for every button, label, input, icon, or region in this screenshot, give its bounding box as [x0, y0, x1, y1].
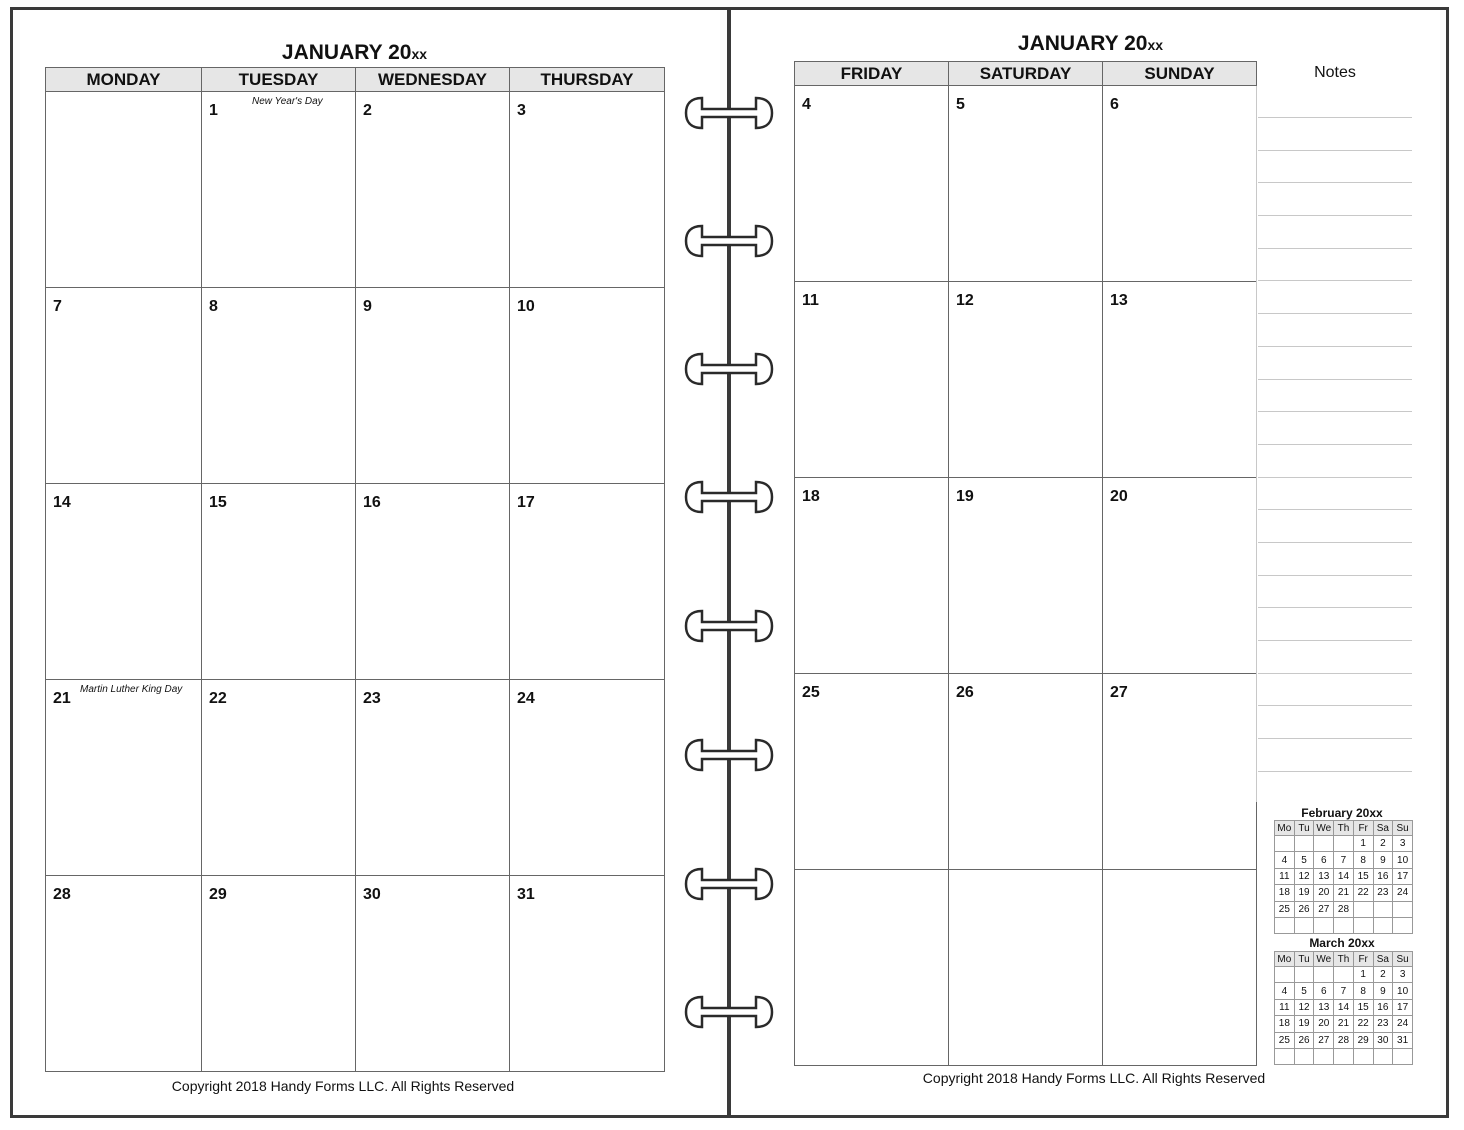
mini-day: 20 [1314, 1016, 1334, 1032]
day-number: 19 [956, 488, 974, 505]
mini-day: 19 [1294, 1016, 1314, 1032]
mini-day [1314, 917, 1334, 933]
day-number: 16 [363, 494, 381, 511]
right-copyright: Copyright 2018 Handy Forms LLC. All Rights Reserved [922, 1070, 1266, 1086]
mini-day: 18 [1275, 885, 1295, 901]
notes-line[interactable] [1258, 117, 1412, 150]
day-number: 1 [209, 102, 218, 119]
mini-day: 26 [1294, 901, 1314, 917]
notes-line[interactable] [1258, 607, 1412, 640]
notes-line[interactable] [1258, 705, 1412, 738]
mini-day: 1 [1353, 967, 1373, 983]
mini-weekday: Sa [1373, 952, 1393, 967]
day-number: 14 [53, 494, 71, 511]
mini-day: 23 [1373, 1016, 1393, 1032]
left-copyright: Copyright 2018 Handy Forms LLC. All Rights Reserved [171, 1078, 515, 1094]
day-number: 2 [363, 102, 372, 119]
mini-day: 16 [1373, 999, 1393, 1015]
mini-day [1275, 967, 1295, 983]
day-number: 10 [517, 298, 535, 315]
mini-day: 9 [1373, 852, 1393, 868]
mini-day [1353, 901, 1373, 917]
mini-day: 2 [1373, 967, 1393, 983]
mini-weekday: Fr [1353, 821, 1373, 836]
day-cell[interactable] [795, 282, 949, 478]
mini-weekday: Tu [1294, 821, 1314, 836]
binder-ring-icon [684, 737, 774, 773]
day-number: 22 [209, 690, 227, 707]
day-cell[interactable] [1103, 86, 1257, 282]
mini-day [1393, 917, 1413, 933]
notes-line[interactable] [1258, 640, 1412, 673]
mini-day: 18 [1275, 1016, 1295, 1032]
day-cell[interactable] [202, 484, 356, 680]
week-row [795, 870, 1257, 1066]
mini-day: 11 [1275, 999, 1295, 1015]
mini-day [1294, 917, 1314, 933]
mini-day: 21 [1334, 885, 1354, 901]
day-cell[interactable] [949, 674, 1103, 870]
day-number: 8 [209, 298, 218, 315]
mini-day: 7 [1334, 983, 1354, 999]
mini-day [1373, 917, 1393, 933]
mini-day: 6 [1314, 852, 1334, 868]
notes-line[interactable] [1258, 771, 1412, 804]
mini-day: 12 [1294, 868, 1314, 884]
notes-line[interactable] [1258, 444, 1412, 477]
mini-weekday: Th [1334, 821, 1354, 836]
day-cell[interactable] [202, 92, 356, 288]
mini-day [1393, 901, 1413, 917]
weekday-header: FRIDAY [795, 62, 949, 86]
mini-day: 28 [1334, 1032, 1354, 1048]
day-number: 26 [956, 684, 974, 701]
day-number: 11 [802, 292, 819, 309]
right-calendar-grid [794, 61, 1257, 1066]
mini-day [1275, 1048, 1295, 1064]
mini-day: 25 [1275, 1032, 1295, 1048]
right-page-title: JANUARY 20xx [1017, 32, 1164, 55]
notes-line[interactable] [1258, 150, 1412, 183]
mini-calendar-title: February 20xx [1301, 806, 1383, 820]
mini-day [1294, 1048, 1314, 1064]
mini-day: 4 [1275, 983, 1295, 999]
holiday-label: New Year's Day [252, 96, 323, 107]
day-cell[interactable] [202, 288, 356, 484]
mini-day: 2 [1373, 836, 1393, 852]
day-cell[interactable] [949, 282, 1103, 478]
notes-label: Notes [1314, 64, 1356, 81]
binder-ring-icon [684, 223, 774, 259]
mini-calendar-march [1274, 951, 1413, 1065]
day-cell[interactable] [356, 680, 510, 876]
mini-day [1275, 917, 1295, 933]
mini-day: 23 [1373, 885, 1393, 901]
mini-day: 11 [1275, 868, 1295, 884]
day-cell[interactable] [356, 876, 510, 1072]
weekday-header: WEDNESDAY [356, 68, 510, 92]
weekday-header: THURSDAY [510, 68, 665, 92]
mini-day: 28 [1334, 901, 1354, 917]
left-page-title: JANUARY 20xx [281, 41, 428, 64]
mini-day: 26 [1294, 1032, 1314, 1048]
day-cell[interactable] [46, 876, 202, 1072]
notes-line[interactable] [1258, 215, 1412, 248]
day-cell[interactable] [46, 288, 202, 484]
day-number: 23 [363, 690, 381, 707]
mini-weekday: Fr [1353, 952, 1373, 967]
day-cell[interactable] [202, 680, 356, 876]
mini-day [1294, 967, 1314, 983]
day-number: 6 [1110, 96, 1119, 113]
mini-day [1353, 1048, 1373, 1064]
notes-line[interactable] [1258, 248, 1412, 281]
mini-day: 10 [1393, 983, 1413, 999]
mini-day: 31 [1393, 1032, 1413, 1048]
mini-calendar-february [1274, 820, 1413, 934]
mini-weekday: We [1314, 952, 1334, 967]
notes-line[interactable] [1258, 477, 1412, 510]
day-number: 31 [517, 886, 535, 903]
day-number: 13 [1110, 292, 1128, 309]
mini-day: 19 [1294, 885, 1314, 901]
mini-day [1373, 1048, 1393, 1064]
day-cell[interactable] [795, 86, 949, 282]
day-number: 3 [517, 102, 526, 119]
mini-day: 17 [1393, 999, 1413, 1015]
mini-day: 3 [1393, 836, 1413, 852]
mini-weekday: We [1314, 821, 1334, 836]
week-row [795, 86, 1257, 282]
week-row [46, 92, 665, 288]
day-cell[interactable] [1103, 870, 1257, 1066]
mini-weekday: Sa [1373, 821, 1393, 836]
day-cell[interactable] [795, 870, 949, 1066]
mini-day: 9 [1373, 983, 1393, 999]
weekday-header: SATURDAY [949, 62, 1103, 86]
mini-day [1314, 836, 1334, 852]
mini-day: 27 [1314, 1032, 1334, 1048]
mini-day: 1 [1353, 836, 1373, 852]
binder-ring-icon [684, 479, 774, 515]
mini-day [1314, 1048, 1334, 1064]
mini-day [1373, 901, 1393, 917]
day-cell[interactable] [510, 92, 665, 288]
day-number: 25 [802, 684, 820, 701]
mini-weekday: Tu [1294, 952, 1314, 967]
day-number: 29 [209, 886, 227, 903]
mini-day: 15 [1353, 868, 1373, 884]
day-number: 17 [517, 494, 535, 511]
day-cell[interactable] [510, 288, 665, 484]
day-number: 28 [53, 886, 71, 903]
notes-line[interactable] [1258, 509, 1412, 542]
mini-day: 10 [1393, 852, 1413, 868]
mini-day: 20 [1314, 885, 1334, 901]
mini-day: 14 [1334, 868, 1354, 884]
mini-calendar-title: March 20xx [1309, 936, 1375, 950]
mini-day: 5 [1294, 983, 1314, 999]
mini-day [1314, 967, 1334, 983]
day-cell[interactable] [949, 86, 1103, 282]
notes-border [1256, 86, 1257, 802]
mini-day [1275, 836, 1295, 852]
day-number: 27 [1110, 684, 1128, 701]
day-number: 30 [363, 886, 381, 903]
mini-weekday: Mo [1275, 821, 1295, 836]
day-cell[interactable] [1103, 282, 1257, 478]
day-cell[interactable] [202, 876, 356, 1072]
mini-day: 8 [1353, 983, 1373, 999]
notes-line[interactable] [1258, 346, 1412, 379]
mini-day: 21 [1334, 1016, 1354, 1032]
day-cell[interactable] [510, 876, 665, 1072]
day-number: 20 [1110, 488, 1128, 505]
day-cell[interactable] [795, 478, 949, 674]
mini-day: 4 [1275, 852, 1295, 868]
mini-day [1334, 836, 1354, 852]
day-cell[interactable] [356, 92, 510, 288]
mini-day: 13 [1314, 999, 1334, 1015]
mini-day: 22 [1353, 1016, 1373, 1032]
day-cell[interactable] [795, 674, 949, 870]
day-number: 18 [802, 488, 820, 505]
notes-line[interactable] [1258, 738, 1412, 771]
day-cell[interactable] [510, 680, 665, 876]
day-cell[interactable] [1103, 478, 1257, 674]
day-number: 21 [53, 690, 71, 707]
mini-day [1294, 836, 1314, 852]
page-divider [727, 7, 731, 1118]
mini-weekday: Su [1393, 821, 1413, 836]
binder-ring-icon [684, 351, 774, 387]
week-row [795, 674, 1257, 870]
mini-weekday: Mo [1275, 952, 1295, 967]
day-number: 15 [209, 494, 227, 511]
day-number: 4 [802, 96, 811, 113]
week-row [46, 876, 665, 1072]
mini-day: 25 [1275, 901, 1295, 917]
weekday-header: SUNDAY [1103, 62, 1257, 86]
mini-day: 15 [1353, 999, 1373, 1015]
week-row [795, 282, 1257, 478]
day-cell[interactable] [356, 484, 510, 680]
notes-line[interactable] [1258, 280, 1412, 313]
binder-ring-icon [684, 95, 774, 131]
day-cell[interactable] [1103, 674, 1257, 870]
mini-day: 13 [1314, 868, 1334, 884]
weekday-header: MONDAY [46, 68, 202, 92]
binder-ring-icon [684, 994, 774, 1030]
mini-day: 6 [1314, 983, 1334, 999]
binder-ring-icon [684, 866, 774, 902]
week-row [795, 478, 1257, 674]
mini-day: 7 [1334, 852, 1354, 868]
notes-line[interactable] [1258, 411, 1412, 444]
day-number: 12 [956, 292, 974, 309]
notes-line[interactable] [1258, 673, 1412, 706]
mini-day: 29 [1353, 1032, 1373, 1048]
mini-day: 16 [1373, 868, 1393, 884]
mini-day: 8 [1353, 852, 1373, 868]
day-cell[interactable] [46, 680, 202, 876]
mini-day: 24 [1393, 1016, 1413, 1032]
mini-day: 17 [1393, 868, 1413, 884]
day-cell[interactable] [46, 92, 202, 288]
notes-line[interactable] [1258, 575, 1412, 608]
mini-day: 24 [1393, 885, 1413, 901]
mini-day [1353, 917, 1373, 933]
mini-day: 3 [1393, 967, 1413, 983]
week-row [46, 680, 665, 876]
day-cell[interactable] [510, 484, 665, 680]
notes-line[interactable] [1258, 313, 1412, 346]
day-cell[interactable] [949, 870, 1103, 1066]
mini-day: 14 [1334, 999, 1354, 1015]
day-cell[interactable] [46, 484, 202, 680]
day-number: 9 [363, 298, 372, 315]
day-cell[interactable] [949, 478, 1103, 674]
mini-day: 12 [1294, 999, 1314, 1015]
week-row [46, 288, 665, 484]
day-number: 24 [517, 690, 535, 707]
day-number: 7 [53, 298, 62, 315]
mini-day [1334, 1048, 1354, 1064]
mini-day [1393, 1048, 1413, 1064]
mini-day [1334, 967, 1354, 983]
mini-weekday: Su [1393, 952, 1413, 967]
notes-line[interactable] [1258, 182, 1412, 215]
mini-day: 22 [1353, 885, 1373, 901]
left-calendar-grid [45, 67, 665, 1072]
day-cell[interactable] [356, 288, 510, 484]
mini-weekday: Th [1334, 952, 1354, 967]
mini-day: 5 [1294, 852, 1314, 868]
mini-day: 27 [1314, 901, 1334, 917]
week-row [46, 484, 665, 680]
mini-day [1334, 917, 1354, 933]
day-number: 5 [956, 96, 965, 113]
mini-day: 30 [1373, 1032, 1393, 1048]
holiday-label: Martin Luther King Day [80, 684, 183, 695]
notes-line[interactable] [1258, 542, 1412, 575]
weekday-header: TUESDAY [202, 68, 356, 92]
notes-line[interactable] [1258, 379, 1412, 412]
notes-lines[interactable] [1258, 117, 1412, 803]
binder-ring-icon [684, 608, 774, 644]
